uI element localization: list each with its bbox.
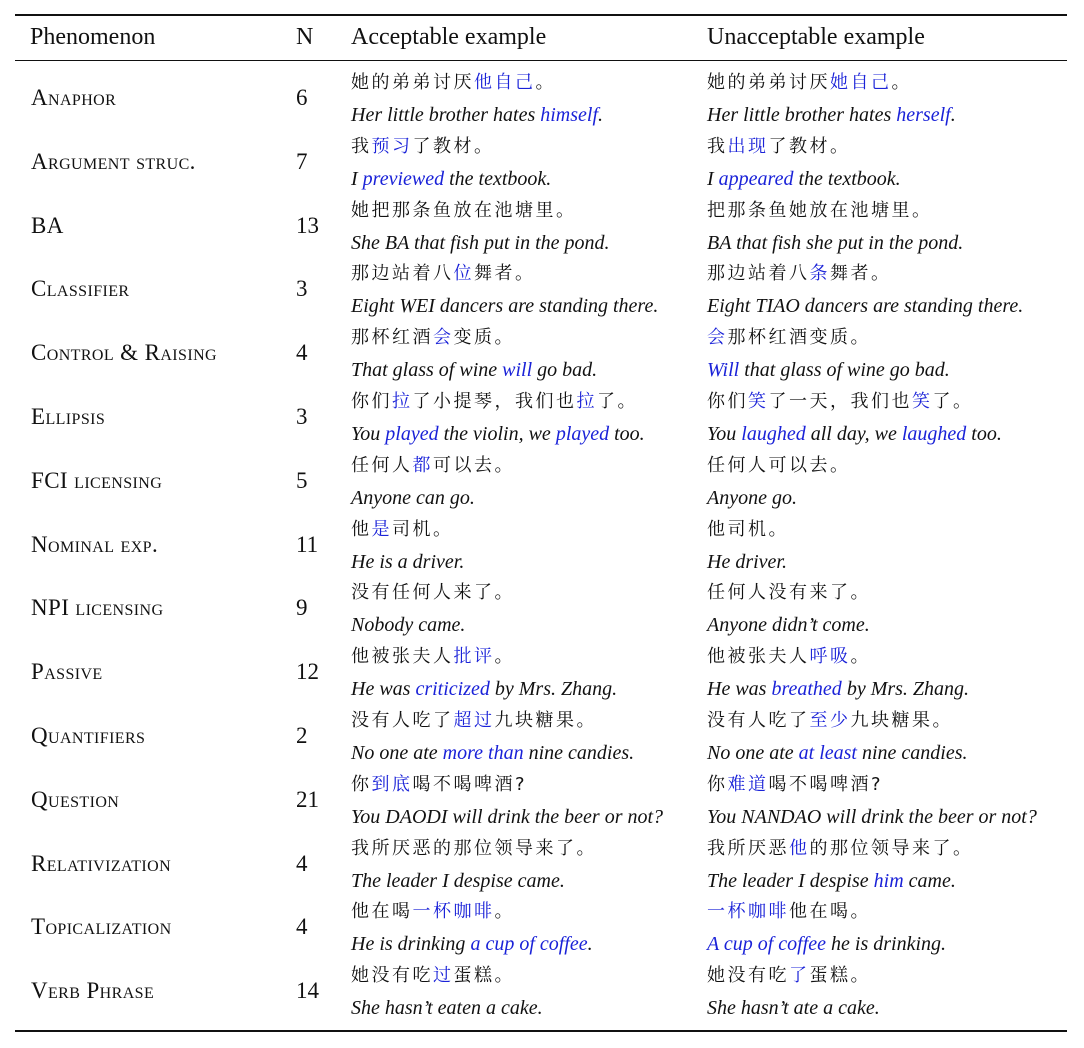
chinese-sentence [351, 68, 701, 98]
example-text: 没有任何人来了。 [351, 582, 515, 604]
highlighted-text: herself [896, 104, 951, 126]
example-text: 你 [351, 773, 372, 795]
example-text: 了教材。 [768, 135, 851, 157]
chinese-sentence [707, 515, 1057, 545]
unacceptable-example [707, 642, 1057, 706]
example-text: 她没有吃 [351, 965, 433, 987]
example-text: nine candies. [523, 741, 635, 764]
example-text: No one ate [707, 741, 799, 764]
phenomenon-cell: Verb Phrase [31, 978, 155, 1004]
acceptable-example [351, 132, 701, 196]
example-text: 喝不喝啤酒? [412, 773, 528, 795]
highlighted-text: 过 [433, 965, 454, 987]
example-text: 我 [351, 135, 372, 157]
acceptable-example [351, 515, 701, 579]
example-text: all day, we [805, 422, 902, 445]
example-text: 她的弟弟讨厌 [707, 72, 830, 93]
highlighted-text: 位 [453, 263, 474, 285]
unacceptable-example [707, 196, 1057, 260]
example-text: nine candies. [857, 741, 968, 764]
table-row [0, 451, 1084, 515]
example-text: 的那位领导来了。 [809, 837, 974, 859]
phenomenon-cell: BA [31, 212, 64, 238]
example-text: I [707, 167, 719, 190]
acceptable-example [351, 451, 701, 515]
example-text: The leader I despise came. [351, 869, 565, 892]
unacceptable-example [707, 451, 1057, 515]
english-gloss [351, 98, 701, 132]
header-unacceptable: Unacceptable example [707, 24, 925, 50]
highlighted-text: 拉 [392, 390, 413, 412]
highlighted-text: breathed [771, 678, 842, 701]
chinese-sentence [707, 132, 1057, 162]
example-text: You [351, 422, 386, 445]
phenomenon-cell: Classifier [31, 276, 130, 302]
chinese-sentence [351, 578, 701, 608]
chinese-sentence [707, 642, 1057, 672]
example-text: 。 [535, 72, 556, 93]
english-gloss [707, 864, 1057, 898]
english-gloss [707, 672, 1057, 706]
unacceptable-example [707, 515, 1057, 579]
example-text: the textbook. [793, 167, 901, 190]
highlighted-text: 拉 [576, 390, 597, 412]
english-gloss [351, 226, 701, 260]
example-text: BA that fish she put in the pond. [707, 231, 964, 254]
example-text: I [351, 167, 363, 190]
highlighted-text: 会 [433, 327, 454, 349]
example-text: 他司机。 [707, 518, 789, 540]
unacceptable-example [707, 706, 1057, 770]
chinese-sentence [707, 578, 1057, 608]
header-n: N [296, 24, 314, 50]
count-cell: 12 [296, 659, 319, 685]
example-text: She BA that fish put in the pond. [351, 231, 610, 254]
example-text: 舞者。 [474, 263, 536, 285]
english-gloss [707, 545, 1057, 579]
example-text: go bad. [532, 359, 598, 382]
english-gloss [707, 800, 1057, 834]
chinese-sentence [707, 196, 1057, 226]
chinese-sentence [351, 706, 701, 736]
example-text: He was [351, 678, 416, 701]
phenomenon-cell: Question [31, 786, 120, 812]
highlighted-text: 呼吸 [809, 646, 851, 668]
acceptable-example [351, 387, 701, 451]
acceptable-example [351, 961, 701, 1025]
example-text: Anyone can go. [351, 486, 475, 509]
highlighted-text: played [555, 422, 610, 445]
example-text: You NANDAO will drink the beer or not? [707, 805, 1037, 828]
highlighted-text: 会 [707, 327, 728, 349]
highlighted-text: played [385, 422, 439, 445]
unacceptable-example [707, 834, 1057, 898]
count-cell: 4 [296, 914, 308, 940]
example-text: 九块糖果。 [494, 709, 597, 731]
table-header-rule [15, 60, 1067, 61]
example-text: He is drinking [351, 933, 471, 956]
highlighted-text: 是 [371, 518, 392, 540]
count-cell: 9 [296, 595, 308, 621]
highlighted-text: 他 [789, 837, 810, 859]
chinese-sentence [351, 834, 701, 864]
example-text: Eight TIAO dancers are standing there. [707, 295, 1024, 318]
table-row [0, 961, 1084, 1025]
english-gloss [707, 736, 1057, 770]
example-text: 了。 [932, 390, 974, 412]
example-text: 喝不喝啤酒? [768, 773, 884, 795]
example-text: too. [609, 422, 645, 445]
english-gloss [351, 353, 701, 387]
example-text: 没有人吃了 [351, 709, 454, 731]
count-cell: 13 [296, 212, 319, 238]
phenomenon-cell: Passive [31, 659, 103, 685]
acceptable-example [351, 259, 701, 323]
unacceptable-example [707, 387, 1057, 451]
highlighted-text: more than [442, 741, 524, 764]
acceptable-example [351, 196, 701, 260]
highlighted-text: 条 [809, 263, 830, 285]
english-gloss [707, 417, 1057, 451]
english-gloss [707, 289, 1057, 323]
highlighted-text: 一杯咖啡 [707, 901, 789, 923]
example-text: the violin, we [438, 422, 556, 445]
example-text: 蛋糕。 [453, 965, 515, 987]
example-text: She hasn’t ate a cake. [707, 997, 880, 1020]
example-text: 她的弟弟讨厌 [351, 72, 474, 93]
acceptable-example [351, 834, 701, 898]
table-body [0, 68, 1084, 1025]
example-text: 我 [707, 135, 728, 157]
chinese-sentence [351, 961, 701, 991]
highlighted-text: him [873, 869, 904, 892]
count-cell: 5 [296, 467, 308, 493]
table-row [0, 770, 1084, 834]
highlighted-text: 她自己 [830, 72, 892, 93]
table-row [0, 642, 1084, 706]
example-text: 你们 [707, 390, 748, 412]
example-text: You [707, 422, 742, 445]
example-text: The leader I despise [707, 869, 874, 892]
unacceptable-example [707, 132, 1057, 196]
highlighted-text: 超过 [453, 709, 495, 731]
english-gloss [351, 864, 701, 898]
english-gloss [351, 289, 701, 323]
highlighted-text: himself [540, 104, 599, 126]
highlighted-text: 批评 [453, 646, 495, 668]
example-text: 他被张夫人 [351, 646, 454, 668]
chinese-sentence [351, 451, 701, 481]
chinese-sentence [351, 770, 701, 800]
chinese-sentence [707, 897, 1057, 927]
example-text: 那杯红酒变质。 [727, 327, 871, 349]
highlighted-text: criticized [415, 678, 490, 701]
example-text: 任何人没有来了。 [707, 582, 871, 604]
chinese-sentence [351, 642, 701, 672]
chinese-sentence [351, 323, 701, 353]
acceptable-example [351, 770, 701, 834]
count-cell: 3 [296, 276, 308, 302]
example-text: 我所厌恶的那位领导来了。 [351, 837, 597, 859]
phenomenon-cell: Ellipsis [31, 403, 106, 429]
english-gloss [707, 991, 1057, 1025]
chinese-sentence [707, 68, 1057, 98]
english-gloss [351, 991, 701, 1025]
english-gloss [707, 98, 1057, 132]
unacceptable-example [707, 770, 1057, 834]
highlighted-text: 笑 [748, 390, 769, 412]
example-text: 司机。 [392, 518, 454, 540]
acceptable-example [351, 68, 701, 132]
english-gloss [351, 927, 701, 961]
example-text: That glass of wine [351, 359, 503, 382]
table-row [0, 578, 1084, 642]
example-text: Eight WEI dancers are standing there. [351, 295, 659, 318]
phenomenon-cell: FCI licensing [31, 467, 163, 493]
example-text: 舞者。 [830, 263, 892, 285]
acceptable-example [351, 897, 701, 961]
count-cell: 4 [296, 340, 308, 366]
english-gloss [707, 608, 1057, 642]
example-text: Anyone go. [707, 486, 797, 509]
highlighted-text: laughed [901, 422, 967, 445]
unacceptable-example [707, 578, 1057, 642]
table-row [0, 706, 1084, 770]
highlighted-text: 都 [412, 454, 433, 476]
chinese-sentence [707, 451, 1057, 481]
chinese-sentence [351, 897, 701, 927]
phenomenon-cell: Nominal exp. [31, 531, 159, 557]
highlighted-text: 一杯咖啡 [412, 901, 495, 923]
example-text: 可以去。 [433, 454, 515, 476]
example-text: 他在喝 [351, 901, 413, 923]
example-text: He is a driver. [351, 550, 465, 573]
example-text: She hasn’t eaten a cake. [351, 997, 543, 1020]
english-gloss [351, 545, 701, 579]
header-phenomenon: Phenomenon [30, 24, 156, 50]
highlighted-text: 预习 [371, 135, 413, 157]
english-gloss [351, 162, 701, 196]
unacceptable-example [707, 323, 1057, 387]
table-row [0, 323, 1084, 387]
example-text: 了小提琴，我们也 [412, 390, 577, 412]
example-text: 。 [891, 72, 912, 93]
english-gloss [707, 353, 1057, 387]
example-text: too. [966, 422, 1002, 445]
chinese-sentence [707, 770, 1057, 800]
example-text: 那杯红酒 [351, 327, 433, 349]
acceptable-example [351, 642, 701, 706]
example-text: by Mrs. Zhang. [489, 678, 618, 701]
highlighted-text: Will [707, 359, 740, 382]
unacceptable-example [707, 897, 1057, 961]
unacceptable-example [707, 68, 1057, 132]
chinese-sentence [707, 323, 1057, 353]
chinese-sentence [351, 387, 701, 417]
highlighted-text: 难道 [727, 773, 769, 795]
highlighted-text: laughed [741, 422, 806, 445]
phenomenon-cell: Relativization [31, 850, 172, 876]
count-cell: 21 [296, 786, 319, 812]
english-gloss [707, 162, 1057, 196]
example-text: 蛋糕。 [809, 965, 871, 987]
example-text: 。 [494, 646, 515, 668]
english-gloss [351, 481, 701, 515]
phenomenon-cell: Control & Raising [31, 340, 217, 366]
highlighted-text: 了 [789, 965, 810, 987]
count-cell: 3 [296, 403, 308, 429]
example-text: by Mrs. Zhang. [841, 678, 970, 701]
highlighted-text: previewed [362, 167, 445, 190]
table-row [0, 259, 1084, 323]
count-cell: 2 [296, 722, 308, 748]
example-text: . [598, 104, 604, 126]
example-text: 她把那条鱼放在池塘里。 [351, 199, 577, 221]
example-text: Her little brother hates [351, 104, 541, 126]
example-text: 没有人吃了 [707, 709, 810, 731]
count-cell: 11 [296, 531, 319, 557]
table-row [0, 834, 1084, 898]
count-cell: 4 [296, 850, 308, 876]
phenomenon-cell: Topicalization [31, 914, 172, 940]
chinese-sentence [707, 706, 1057, 736]
highlighted-text: 他自己 [474, 72, 536, 93]
english-gloss [351, 672, 701, 706]
chinese-sentence [707, 961, 1057, 991]
table-row [0, 897, 1084, 961]
highlighted-text: 笑 [912, 390, 933, 412]
example-text: 九块糖果。 [850, 709, 953, 731]
table-top-rule [15, 14, 1067, 16]
example-text: 把那条鱼她放在池塘里。 [707, 199, 933, 221]
example-text: 他 [351, 518, 372, 540]
table-bottom-rule [15, 1030, 1067, 1032]
example-text: he is drinking. [826, 933, 947, 956]
example-text: 他在喝。 [789, 901, 871, 923]
phenomenon-cell: NPI licensing [31, 595, 164, 621]
example-text: 任何人 [351, 454, 413, 476]
chinese-sentence [351, 132, 701, 162]
english-gloss [707, 481, 1057, 515]
example-text: He driver. [707, 550, 787, 573]
example-text: 。 [494, 901, 515, 923]
example-text: 了一天，我们也 [768, 390, 912, 412]
english-gloss [351, 608, 701, 642]
english-gloss [351, 800, 701, 834]
example-text: Anyone didn’t come. [707, 614, 870, 637]
table-row [0, 68, 1084, 132]
acceptable-example [351, 578, 701, 642]
example-text: 。 [850, 646, 871, 668]
example-text: 我所厌恶 [707, 837, 789, 859]
example-text: Nobody came. [351, 614, 466, 637]
example-text: 他被张夫人 [707, 646, 810, 668]
highlighted-text: 到底 [371, 773, 413, 795]
english-gloss [351, 736, 701, 770]
example-text: came. [903, 869, 956, 892]
example-text: 你 [707, 773, 728, 795]
unacceptable-example [707, 961, 1057, 1025]
example-text: . [587, 933, 593, 956]
example-text: the textbook. [444, 167, 552, 190]
example-text: that glass of wine go bad. [739, 359, 950, 382]
chinese-sentence [351, 196, 701, 226]
highlighted-text: 出现 [727, 135, 769, 157]
example-text: 她没有吃 [707, 965, 789, 987]
chinese-sentence [351, 259, 701, 289]
example-text: 那边站着八 [351, 263, 454, 285]
english-gloss [707, 927, 1057, 961]
example-text: 你们 [351, 390, 392, 412]
example-text: 任何人可以去。 [707, 454, 851, 476]
highlighted-text: will [502, 359, 533, 382]
highlighted-text: 至少 [809, 709, 851, 731]
example-text: 那边站着八 [707, 263, 810, 285]
acceptable-example [351, 323, 701, 387]
english-gloss [351, 417, 701, 451]
highlighted-text: appeared [718, 167, 794, 190]
table-row [0, 387, 1084, 451]
header-acceptable: Acceptable example [351, 24, 547, 50]
count-cell: 14 [296, 978, 319, 1004]
chinese-sentence [707, 387, 1057, 417]
table-row [0, 196, 1084, 260]
unacceptable-example [707, 259, 1057, 323]
example-text: . [950, 104, 956, 126]
chinese-sentence [351, 515, 701, 545]
table-row [0, 132, 1084, 196]
phenomenon-cell: Argument struc. [31, 148, 196, 174]
english-gloss [707, 226, 1057, 260]
chinese-sentence [707, 259, 1057, 289]
chinese-sentence [707, 834, 1057, 864]
acceptable-example [351, 706, 701, 770]
highlighted-text: a cup of coffee [470, 933, 588, 956]
example-text: You DAODI will drink the beer or not? [351, 805, 664, 828]
count-cell: 6 [296, 85, 308, 110]
example-text: He was [707, 678, 772, 701]
example-text: 变质。 [453, 327, 515, 349]
example-text: No one ate [351, 741, 443, 764]
example-text: Her little brother hates [707, 104, 897, 126]
example-text: 了。 [597, 390, 638, 412]
count-cell: 7 [296, 148, 308, 174]
example-text: 了教材。 [412, 135, 495, 157]
phenomenon-cell: Anaphor [31, 85, 117, 110]
highlighted-text: at least [798, 741, 857, 764]
table-row [0, 515, 1084, 579]
highlighted-text: A cup of coffee [707, 933, 827, 956]
phenomenon-cell: Quantifiers [31, 722, 146, 748]
